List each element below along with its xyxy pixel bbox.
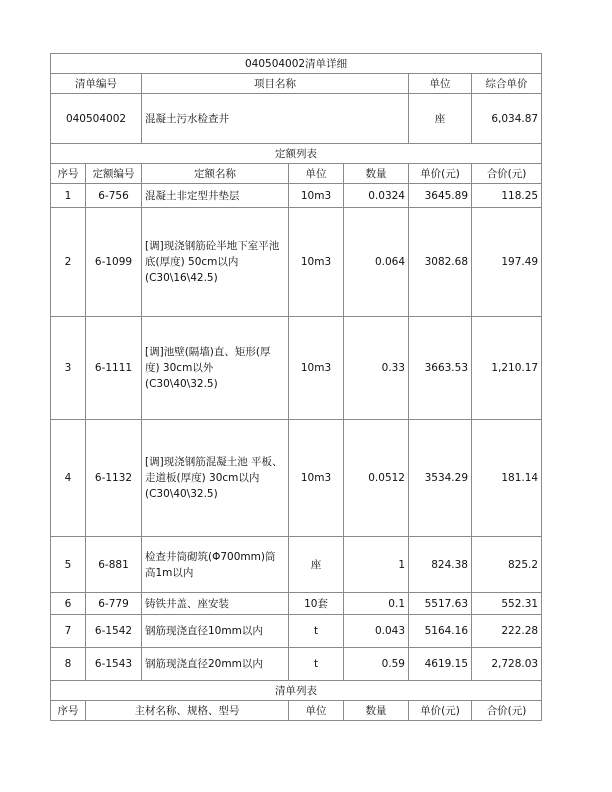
quota-name: [调]现浇钢筋混凝土池 平板、走道板(厚度) 30cm以内(C30\40\32.5)	[142, 420, 289, 537]
quota-total: 222.28	[472, 615, 542, 648]
quota-no: 3	[51, 317, 86, 420]
quota-row	[51, 208, 542, 317]
quota-no: 8	[51, 648, 86, 681]
quota-unit: 10m3	[289, 184, 344, 208]
quota-name: [调]现浇钢筋砼半地下室平池底(厚度) 50cm以内(C30\16\42.5)	[142, 208, 289, 317]
quota-header-unit: 单位	[289, 164, 344, 184]
quota-qty: 0.33	[344, 317, 409, 420]
quota-unit: t	[289, 648, 344, 681]
quota-no: 1	[51, 184, 86, 208]
quota-row	[51, 317, 542, 420]
material-header-no: 序号	[51, 701, 86, 721]
material-header-price: 单价(元)	[409, 701, 472, 721]
quota-name: 检查井筒砌筑(Φ700mm)筒高1m以内	[142, 537, 289, 593]
summary-unit: 座	[409, 94, 472, 144]
quota-total: 197.49	[472, 208, 542, 317]
quota-name: [调]池壁(隔墙)直、矩形(厚度) 30cm以外(C30\40\32.5)	[142, 317, 289, 420]
quota-name: 钢筋现浇直径10mm以内	[142, 615, 289, 648]
quota-qty: 0.043	[344, 615, 409, 648]
summary-row	[51, 94, 542, 144]
quota-code: 6-1542	[86, 615, 142, 648]
quota-name: 钢筋现浇直径20mm以内	[142, 648, 289, 681]
quota-qty: 0.0512	[344, 420, 409, 537]
summary-header-name: 项目名称	[142, 74, 409, 94]
quota-price: 3534.29	[409, 420, 472, 537]
material-header-name: 主材名称、规格、型号	[86, 701, 289, 721]
summary-header-price: 综合单价	[472, 74, 542, 94]
quota-qty: 0.1	[344, 593, 409, 615]
quota-header-qty: 数量	[344, 164, 409, 184]
quota-total: 118.25	[472, 184, 542, 208]
quota-code: 6-756	[86, 184, 142, 208]
material-header-total: 合价(元)	[472, 701, 542, 721]
quota-row	[51, 420, 542, 537]
quota-total: 181.14	[472, 420, 542, 537]
bill-detail-table	[50, 53, 542, 721]
summary-code: 040504002	[51, 94, 142, 144]
quota-no: 2	[51, 208, 86, 317]
summary-price: 6,034.87	[472, 94, 542, 144]
quota-no: 6	[51, 593, 86, 615]
quota-unit: 10套	[289, 593, 344, 615]
quota-row	[51, 648, 542, 681]
quota-price: 4619.15	[409, 648, 472, 681]
quota-header-name: 定额名称	[142, 164, 289, 184]
quota-no: 4	[51, 420, 86, 537]
quota-header-code: 定额编号	[86, 164, 142, 184]
material-section-title: 清单列表	[51, 681, 542, 701]
quota-unit: 10m3	[289, 208, 344, 317]
quota-no: 7	[51, 615, 86, 648]
quota-row	[51, 615, 542, 648]
quota-qty: 1	[344, 537, 409, 593]
quota-code: 6-1099	[86, 208, 142, 317]
material-header-row	[51, 701, 542, 721]
quota-price: 5164.16	[409, 615, 472, 648]
quota-row	[51, 184, 542, 208]
quota-section-title: 定额列表	[51, 144, 542, 164]
material-header-unit: 单位	[289, 701, 344, 721]
quota-qty: 0.0324	[344, 184, 409, 208]
quota-price: 5517.63	[409, 593, 472, 615]
quota-unit: 10m3	[289, 420, 344, 537]
quota-qty: 0.59	[344, 648, 409, 681]
quota-no: 5	[51, 537, 86, 593]
quota-row	[51, 593, 542, 615]
quota-unit: 10m3	[289, 317, 344, 420]
quota-name: 混凝土非定型井垫层	[142, 184, 289, 208]
table-title: 040504002清单详细	[51, 54, 542, 74]
quota-header-no: 序号	[51, 164, 86, 184]
quota-code: 6-779	[86, 593, 142, 615]
quota-row	[51, 537, 542, 593]
quota-qty: 0.064	[344, 208, 409, 317]
quota-header-price: 单价(元)	[409, 164, 472, 184]
summary-header-code: 清单编号	[51, 74, 142, 94]
quota-header-total: 合价(元)	[472, 164, 542, 184]
quota-name: 铸铁井盖、座安装	[142, 593, 289, 615]
quota-price: 824.38	[409, 537, 472, 593]
quota-unit: t	[289, 615, 344, 648]
quota-price: 3663.53	[409, 317, 472, 420]
material-header-qty: 数量	[344, 701, 409, 721]
quota-code: 6-1132	[86, 420, 142, 537]
quota-code: 6-1111	[86, 317, 142, 420]
quota-price: 3082.68	[409, 208, 472, 317]
quota-total: 2,728.03	[472, 648, 542, 681]
quota-total: 1,210.17	[472, 317, 542, 420]
summary-header-row	[51, 74, 542, 94]
quota-total: 552.31	[472, 593, 542, 615]
quota-total: 825.2	[472, 537, 542, 593]
quota-unit: 座	[289, 537, 344, 593]
quota-code: 6-881	[86, 537, 142, 593]
quota-price: 3645.89	[409, 184, 472, 208]
summary-name: 混凝土污水检查井	[142, 94, 409, 144]
quota-code: 6-1543	[86, 648, 142, 681]
summary-header-unit: 单位	[409, 74, 472, 94]
quota-header-row	[51, 164, 542, 184]
